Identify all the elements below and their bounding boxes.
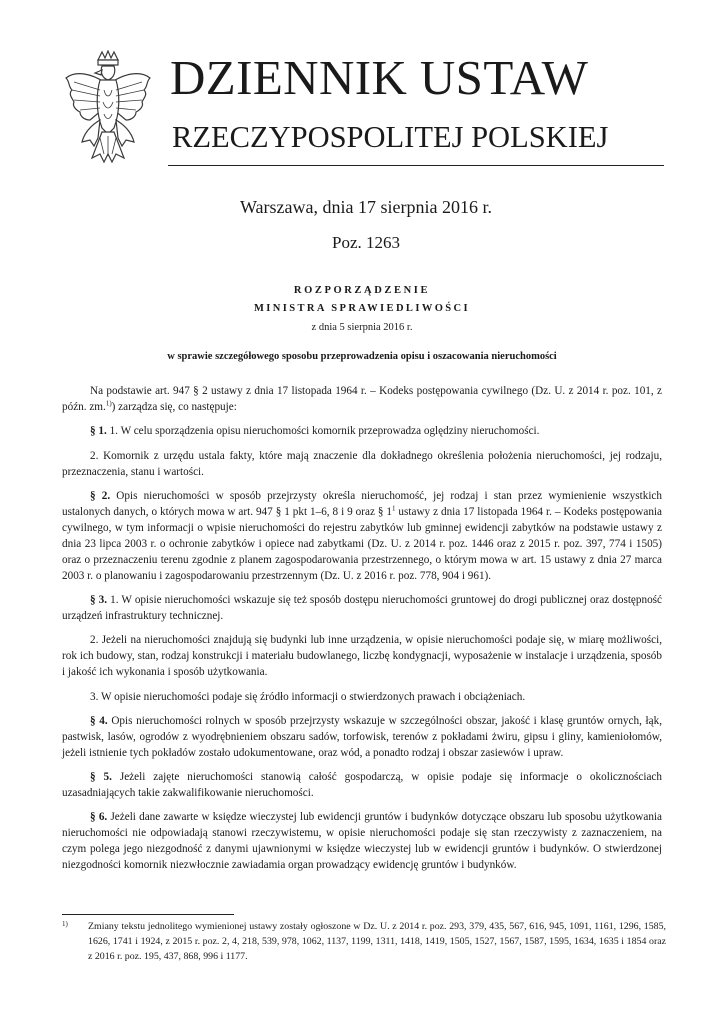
act-date: z dnia 5 sierpnia 2016 r. <box>311 322 413 333</box>
section-label: § 4. <box>90 714 108 727</box>
footnote-rule <box>62 914 234 915</box>
section-3-para-2: 2. Jeżeli na nieruchomości znajdują się budynki lub inne urządzenia, w opisie nieruchomości podaje się, w miarę możliwości, rok ich budowy, stan, rodzaj konstrukcji i materiału budowlanego, liczbę kondygnacji, wyposażenie w instalacje i urządzenia, sposób i jakość ich wykonania i sposób użytkowania. <box>62 634 662 679</box>
section-label: § 1. <box>90 425 107 438</box>
section-3-para-3: 3. W opisie nieruchomości podaje się źródło informacji o stwierdzonych prawach i obciążeniach. <box>90 690 526 703</box>
footnote-mark: 1) <box>62 920 68 928</box>
section-2: § 2. Opis nieruchomości w sposób przejrzysty określa nieruchomość, jej rodzaj i stan przez wymienienie wszystkich ustalonych danych, o których mowa w art. 947 § 1 pkt 1–6, 8 i 9 oraz § $1^1$ ustawy z dnia 17 listopada 1964 r. – Kodeks postępowania cywilnego, w tym informacji o wpisie nieruchomości do rejestru zabytków lub gminnej ewidencji zabytków na podstawie ustawy z dnia 23 lipca 2003 r. o ochronie zabytków i opiece nad zabytkami (Dz. U. z 2014 r. poz. 1446 oraz z 2015 r. poz. 397, 774 i 1505) oraz o przeznaczeniu terenu zgodnie z planem zagospodarowania przestrzennego, o którym mowa w art. 15 ustawy z dnia 27 marca 2003 r. o planowaniu i zagospodarowaniu przestrzennym (Dz. U. z 2016 r. poz. 778, 904 i 961). <box>62 490 662 582</box>
section-label: § 3. <box>90 593 108 606</box>
act-subject: w sprawie szczegółowego sposobu przeprowadzenia opisu i oszacowania nieruchomości <box>167 351 557 362</box>
section-label: § 5. <box>90 771 112 784</box>
issue-position: Poz. 1263 <box>332 233 400 252</box>
issue-date: Warszawa, dnia 17 sierpnia 2016 r. <box>240 197 492 217</box>
document-body <box>62 384 662 883</box>
section-3-para-1: § 3. 1. W opisie nieruchomości wskazuje się też sposób dostępu nieruchomości gruntowej do drogi publicznej oraz dostępność urządzeń infrastruktury technicznej. <box>62 593 662 622</box>
preamble: Na podstawie art. 947 § 2 ustawy z dnia 17 listopada 1964 r. – Kodeks postępowania cywilnego (Dz. U. z 2014 r. poz. 101, z późn. zm.$^{1)}$) zarządza się, co następuje: <box>62 385 662 413</box>
section-6: § 6. Jeżeli dane zawarte w księdze wieczystej lub ewidencji gruntów i budynków dotyczące obszaru lub sposobu użytkowania nieruchomości nie odpowiadają stanowi rzeczywistemu, w opisie nieruchomości podaje się stan rzeczywisty z zaznaczeniem, na czym polega jego niezgodność z danymi ujawnionymi w księdze wieczystej lub w ewidencji gruntów i budynków. O stwierdzonej niezgodności komornik niezwłocznie zawiadamia organ prowadzący ewidencję gruntów i budynków. <box>62 811 663 872</box>
section-1-para-2: 2. Komornik z urzędu ustala fakty, które mają znaczenie dla dokładnego określenia położenia nieruchomości, jej rodzaju, przeznaczenia, stanu i wartości. <box>62 449 662 478</box>
section-4: § 4. Opis nieruchomości rolnych w sposób przejrzysty wskazuje w szczególności obszar, jakość i klasę gruntów ornych, łąk, pastwisk, lasów, ogrodów z wyodrębnieniem obszaru sadów, torfowisk, terenów z pokładami żwiru, gipsu i gliny, kamieniołomów, jeżeli istnienie tych pokładów zostało udokumentowane, oraz wód, a ponadto rodzaj i obszar zasiewów i upraw. <box>62 714 663 759</box>
footnote-ref[interactable]: 1) <box>105 399 112 408</box>
masthead-rule <box>168 165 664 166</box>
masthead-title: DZIENNIK USTAW <box>170 50 589 105</box>
act-issuer: MINISTRA SPRAWIEDLIWOŚCI <box>253 303 470 314</box>
section-label: § 6. <box>90 811 108 824</box>
footnote-text: Zmiany tekstu jednolitego wymienionej ustawy zostały ogłoszone w Dz. U. z 2014 r. poz. 293, 379, 435, 567, 616, 945, 1091, 1161, 1296, 1585, 1626, 1741 i 1924, z 2015 r. poz. 2, 4, 218, 539, 978, 1062, 1137, 1199, 1311, 1418, 1419, 1505, 1527, 1567, 1587, 1595, 1634, 1635 i 1854 oraz z 2016 r. poz. 195, 437, 868, 996 i 1177. <box>88 921 666 963</box>
masthead-subtitle: RZECZYPOSPOLITEJ POLSKIEJ <box>172 120 609 154</box>
section-label: § 2. <box>90 490 111 503</box>
section-1-para-1: § 1. 1. W celu sporządzenia opisu nieruchomości komornik przeprowadza oględziny nieruchomości. <box>90 425 540 438</box>
act-type: ROZPORZĄDZENIE <box>293 285 431 296</box>
section-5: § 5. Jeżeli zajęte nieruchomości stanowią całość gospodarczą, w opisie podaje się informacje o okolicznościach uzasadniających takie zakwalifikowanie nieruchomości. <box>62 771 662 800</box>
white-eagle-emblem-icon <box>62 50 154 166</box>
footnote <box>62 919 666 965</box>
